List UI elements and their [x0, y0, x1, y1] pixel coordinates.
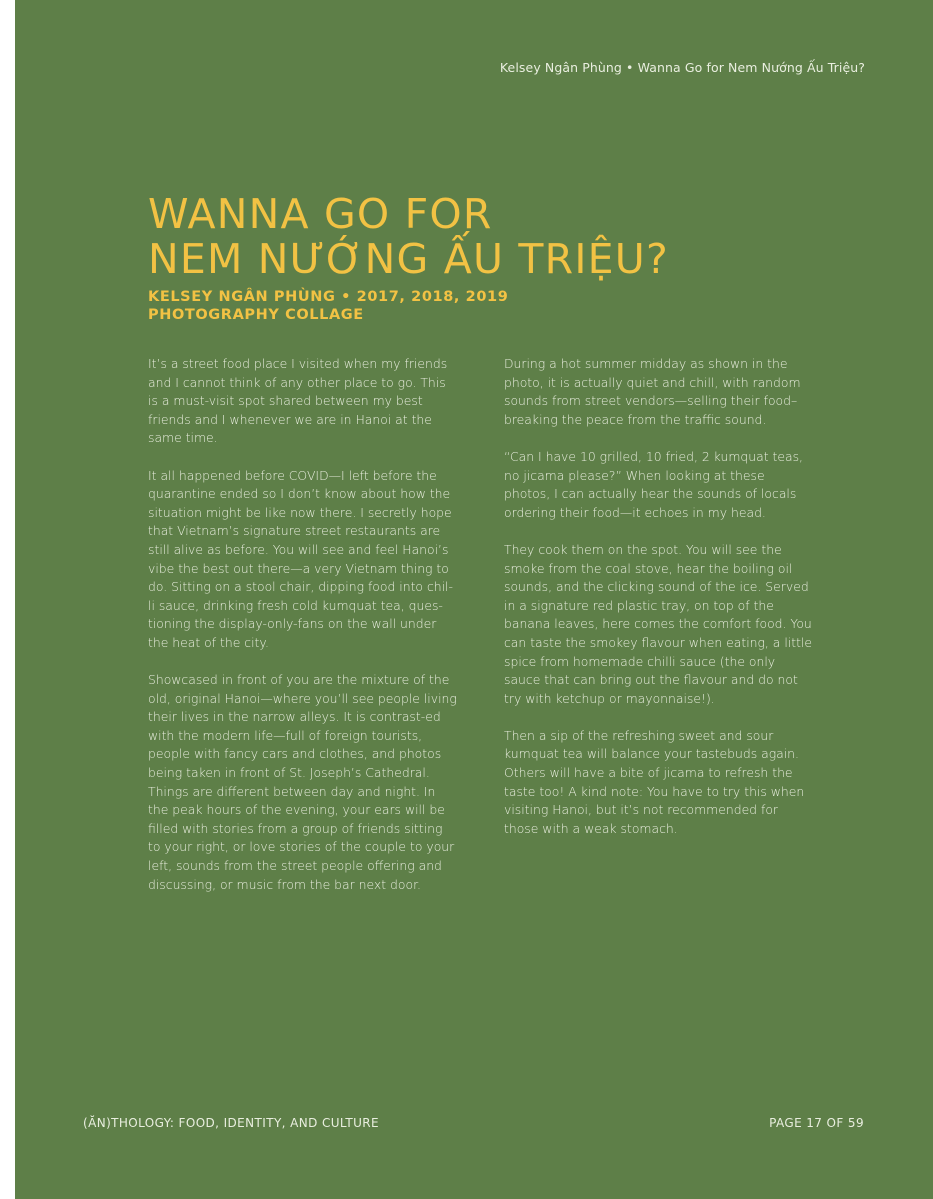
article-byline — [148, 288, 508, 324]
article-title — [148, 192, 669, 282]
body-column-left — [148, 355, 458, 913]
byline-author-years: KELSEY NGÂN PHÙNG • 2017, 2018, 2019 — [148, 289, 509, 305]
paragraph: It all happened before COVID—I left before the quarantine ended so I don’t know about how the situation might be like now there. I secretly hope that Vietnam’s signature street restaurants are still alive as before. You will see and feel Hanoi’s vibe the best out there—a very Vietnam thing to do. Sitting on a stool chair, dipping food into chil-li sauce, drinking fresh cold kumquat tea, ques-tioning the display-only-fans on the wall under the heat of the city. — [148, 467, 453, 650]
running-head: Kelsey Ngân Phùng • Wanna Go for Nem Nướng Ấu Triệu? — [499, 60, 865, 75]
paragraph: During a hot summer midday as shown in the photo, it is actually quiet and chill, with random sounds from street vendors—selling their food–breaking the peace from the traffic sound. — [504, 356, 801, 427]
byline-medium: PHOTOGRAPHY COLLAGE — [148, 307, 364, 323]
article-title-line-2: NEM NƯỚNG ẤU TRIỆU? — [148, 235, 669, 283]
paragraph: They cook them on the spot. You will see the smoke from the coal stove, hear the boiling oil sounds, and the clicking sound of the ice. Served in a signature red plastic tray, on top of the banana leaves, here comes the comfort food. You can taste the smokey flavour when eating, a little spice from homemade chilli sauce (the only sauce that can bring out the flavour and do not try with ketchup or mayonnaise!). — [504, 541, 813, 706]
footer-publication-title: (ĂN)THOLOGY: FOOD, IDENTITY, AND CULTURE — [83, 1116, 379, 1130]
body-column-right — [504, 355, 814, 857]
footer-page-number: PAGE 17 OF 59 — [769, 1116, 864, 1130]
paragraph: Showcased in front of you are the mixture of the old, original Hanoi—where you’ll see people living their lives in the narrow alleys. It is contrast-ed with the modern life—full of foreign tourists, people with fancy cars and clothes, and photos being taken in front of St. Joseph’s Cathedral. Things are different between day and night. In the peak hours of the evening, your ears will be filled with stories from a group of friends sitting to your right, or love stories of the couple to your left, sounds from the street people offering and discussing, or music from the bar next door. — [148, 672, 457, 892]
paragraph: It’s a street food place I visited when my friends and I cannot think of any other place to go. This is a must-visit spot shared between my best friends and I whenever we are in Hanoi at the same time. — [148, 356, 448, 446]
article-title-line-1: WANNA GO FOR — [148, 190, 493, 238]
paragraph: Then a sip of the refreshing sweet and sour kumquat tea will balance your tastebuds again. Others will have a bite of jicama to refresh the taste too! A kind note: You have to try this when visiting Hanoi, but it’s not recommended for those with a weak stomach. — [504, 727, 805, 836]
paragraph: “Can I have 10 grilled, 10 fried, 2 kumquat teas, no jicama please?” When looking at these photos, I can actually hear the sounds of locals ordering their food—it echoes in my head. — [504, 448, 803, 520]
magazine-page — [15, 0, 933, 1199]
